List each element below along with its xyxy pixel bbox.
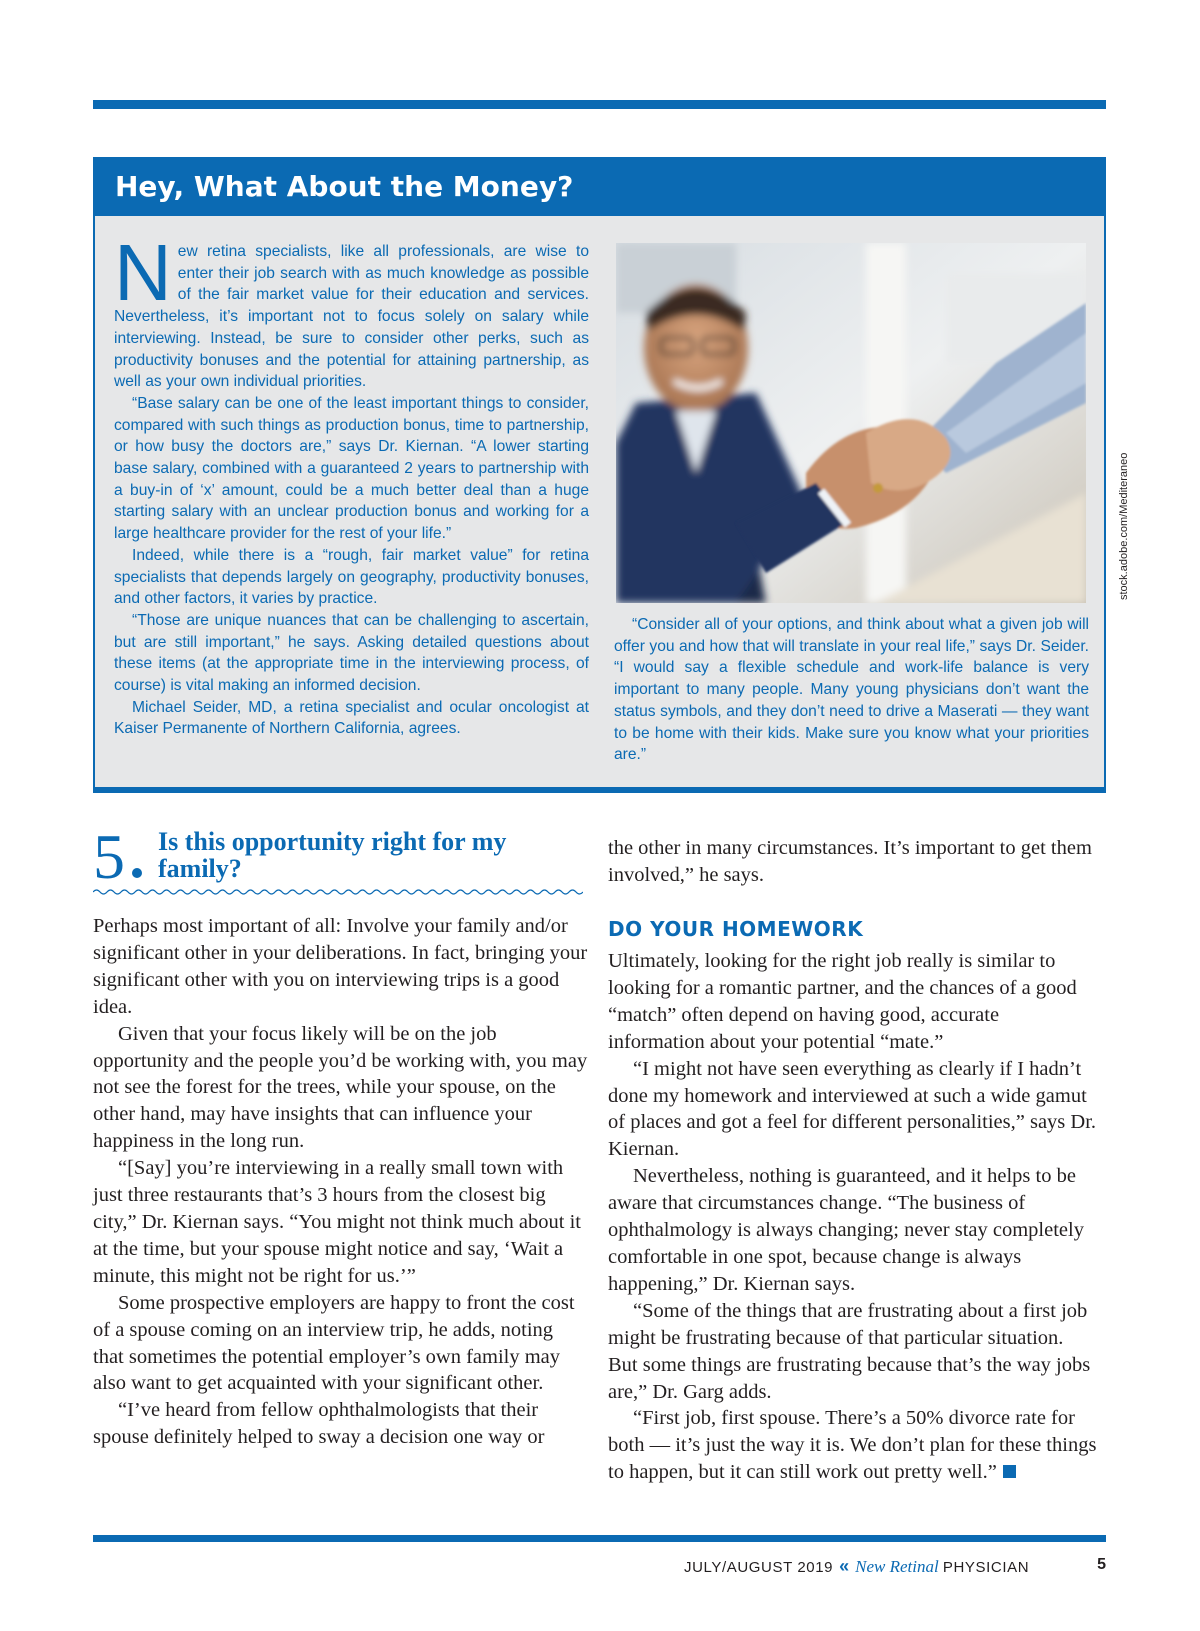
page-footer: [684, 1556, 1106, 1580]
sidebar-paragraph: “Consider all of your options, and think about what a given job will offer you and how that will translate in your real life,” says Dr. Seider. “I would say a flexible schedule and work-life balance is very important to many people. Many young physicians don’t want the status symbols, and they don’t need to drive a Maserati — they want to be home with their kids. Make sure you know what your priorities are.”: [614, 616, 1089, 764]
body-paragraph: Some prospective employers are happy to front the cost of a spouse coming on an interview trip, he adds, noting that sometimes the potential employer’s own family may also want to get acquainted with your significant other.: [93, 1291, 575, 1395]
sidebar-paragraph: Michael Seider, MD, a retina specialist and ocular oncologist at Kaiser Permanente of Northern California, agrees.: [114, 698, 589, 738]
sidebar-box: [93, 157, 1106, 793]
body-paragraph: “I’ve heard from fellow ophthalmologists that their spouse definitely helped to sway a decision one way or: [93, 1399, 545, 1449]
magazine-name-rest: PHYSICIAN: [942, 1559, 1030, 1576]
body-paragraph: Perhaps most important of all: Involve your family and/or significant other in your deliberations. In fact, bringing your significant other with you on interviewing trips is a good idea.: [93, 915, 588, 1018]
wavy-divider: [93, 888, 583, 896]
body-paragraph: “I might not have seen everything as clearly if I hadn’t done my homework and interviewed at such a wide gamut of places and got a feel for different personalities,” says Dr. Kiernan.: [608, 1057, 1097, 1161]
body-paragraph: “First job, first spouse. There’s a 50% divorce rate for both — it’s just the way it is. We don’t plan for these things to happen, but it can still work out pretty well.”: [608, 1407, 1097, 1484]
sidebar-paragraph: “Those are unique nuances that can be challenging to ascertain, but are still important,” he says. Asking detailed questions about these items (at the appropriate time in the interviewing process, of course) is vital making an informed decision.: [114, 611, 589, 695]
section-title: Is this opportunity right for my family?: [158, 827, 507, 883]
sidebar-right-text: [614, 614, 1089, 766]
drop-cap: N: [114, 228, 172, 317]
body-paragraph: “[Say] you’re interviewing in a really small town with just three restaurants that’s 3 hours from the closest big city,” Dr. Kiernan says. “You might not think much about it at the time, but your spouse might notice and say, ‘Wait a minute, this might not be right for us.’”: [93, 1157, 581, 1287]
left-column: [93, 913, 588, 1451]
right-column-continuation: [608, 835, 1098, 889]
magazine-name-italic: New Retinal: [855, 1557, 939, 1576]
body-paragraph: Given that your focus likely will be on the job opportunity and the people you’d be working with, you may not see the forest for the trees, while your spouse, on the other hand, may have insights that can influence your happiness in the long run.: [93, 1022, 588, 1153]
chevron-left-icon: «: [839, 1556, 850, 1576]
bottom-rule: [93, 1535, 1106, 1542]
sidebar-title: Hey, What About the Money?: [95, 157, 1104, 216]
sidebar-paragraph: “Base salary can be one of the least important things to consider, compared with such things as production bonus, time to partnership, or how busy the doctors are,” says Dr. Kiernan. “A lower starting base salary, combined with a guaranteed 2 years to partnership with a buy-in of ‘x’ amount, could be a much better deal than a huge starting salary with an unclear production bonus and working for a large healthcare provider for the rest of your life.”: [114, 394, 589, 543]
section-number-dot: [132, 868, 142, 878]
body-paragraph: the other in many circumstances. It’s important to get them involved,” he says.: [608, 837, 1092, 886]
sidebar-paragraph: Indeed, while there is a “rough, fair market value” for retina specialists that depends largely on geography, productivity bonuses, and other factors, it varies by practice.: [114, 546, 589, 608]
subhead-do-your-homework: DO YOUR HOMEWORK: [608, 917, 864, 941]
sidebar-left-text: [114, 228, 589, 740]
issue-date: JULY/AUGUST 2019: [684, 1559, 834, 1576]
end-of-article-square-icon: [1003, 1465, 1016, 1478]
top-rule: [93, 100, 1106, 109]
right-column: [608, 948, 1098, 1486]
body-paragraph: Nevertheless, nothing is guaranteed, and it helps to be aware that circumstances change. “The business of ophthalmology is always changing; never stay completely comfortable in one spot, because change is always happening,” Dr. Kiernan says.: [608, 1165, 1084, 1295]
sidebar-paragraph: New retina specialists, like all professionals, are wise to enter their job search with as much knowledge as possible of the fair market value for their education and services. Nevertheless, it’s important not to focus solely on salary while interviewing. Instead, be sure to consider other perks, such as productivity bonuses and the potential for attaining partnership, as well as your own individual priorities.: [114, 228, 589, 391]
body-paragraph: “Some of the things that are frustrating about a first job might be frustrating because of that particular situation. But some things are frustrating because that’s the way jobs are,” Dr. Garg adds.: [608, 1299, 1091, 1403]
handshake-photo: [616, 243, 1086, 603]
photo-credit: stock.adobe.com/Mediteraneo: [1118, 452, 1130, 600]
page-number: 5: [1097, 1556, 1106, 1573]
handshake-illustration: [616, 243, 1086, 603]
body-paragraph: Ultimately, looking for the right job really is similar to looking for a romantic partner, and the chances of a good “match” often depend on having good, accurate information about your potential “mate.”: [608, 950, 1077, 1053]
section-number: 5: [93, 821, 125, 892]
